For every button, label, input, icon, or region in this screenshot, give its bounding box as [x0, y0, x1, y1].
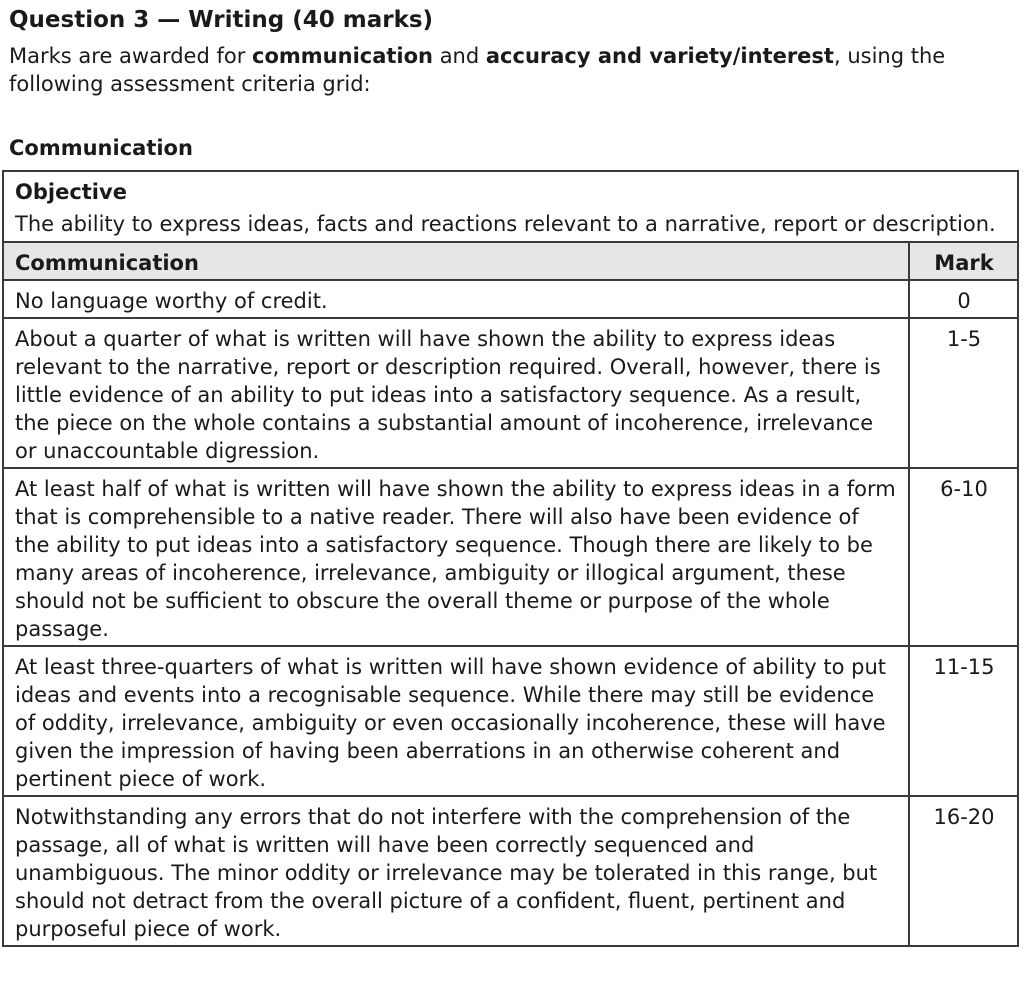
intro-text: Marks are awarded for	[9, 44, 253, 68]
intro-text: and	[433, 44, 486, 68]
mark-cell: 0	[909, 280, 1018, 318]
table-row	[3, 646, 1018, 796]
column-header-communication: Communication	[3, 242, 909, 280]
descriptor-cell: At least half of what is written will have shown the ability to express ideas in a form that is comprehensible to a native reader. There will also have been evidence of the ability to put ideas into a satisfactory sequence. Though there are likely to be many areas of incoherence, irrelevance, ambiguity or illogical argument, these should not be sufficient to obscure the overall theme or purpose of the whole passage.	[3, 468, 909, 646]
assessment-criteria-table	[2, 170, 1019, 947]
mark-cell: 11-15	[909, 646, 1018, 796]
section-heading: Communication	[9, 136, 193, 160]
intro-paragraph	[9, 42, 1009, 98]
table-row	[3, 468, 1018, 646]
mark-cell: 1-5	[909, 318, 1018, 468]
objective-label: Objective	[15, 180, 127, 204]
question-title: Question 3 — Writing (40 marks)	[9, 7, 434, 33]
intro-emphasis-accuracy: accuracy and variety/interest	[485, 44, 834, 68]
table-row	[3, 796, 1018, 946]
objective-row	[3, 171, 1018, 242]
table-row	[3, 280, 1018, 318]
table-row	[3, 318, 1018, 468]
descriptor-cell: About a quarter of what is written will have shown the ability to express ideas relevant to the narrative, report or description required. Overall, however, there is little evidence of an ability to put ideas into a satisfactory sequence. As a result, the piece on the whole contains a substantial amount of incoherence, irrelevance or unaccountable digression.	[3, 318, 909, 468]
descriptor-cell: No language worthy of credit.	[3, 280, 909, 318]
intro-emphasis-communication: communication	[252, 44, 434, 68]
table-header-row	[3, 242, 1018, 280]
objective-cell	[3, 171, 1018, 242]
descriptor-cell: At least three-quarters of what is written will have shown evidence of ability to put ideas and events into a recognisable sequence. While there may still be evidence of oddity, irrelevance, ambiguity or even occasionally incoherence, these will have given the impression of having been aberrations in an otherwise coherent and pertinent piece of work.	[3, 646, 909, 796]
mark-cell: 16-20	[909, 796, 1018, 946]
column-header-mark: Mark	[909, 242, 1018, 280]
descriptor-cell: Notwithstanding any errors that do not interfere with the comprehension of the passage, all of what is written will have been correctly sequenced and unambiguous. The minor oddity or irrelevance may be tolerated in this range, but should not detract from the overall picture of a confident, fluent, pertinent and purposeful piece of work.	[3, 796, 909, 946]
objective-text: The ability to express ideas, facts and reactions relevant to a narrative, report or description.	[15, 212, 996, 236]
intro-text: , using the following assessment criteria grid:	[9, 44, 946, 96]
mark-cell: 6-10	[909, 468, 1018, 646]
